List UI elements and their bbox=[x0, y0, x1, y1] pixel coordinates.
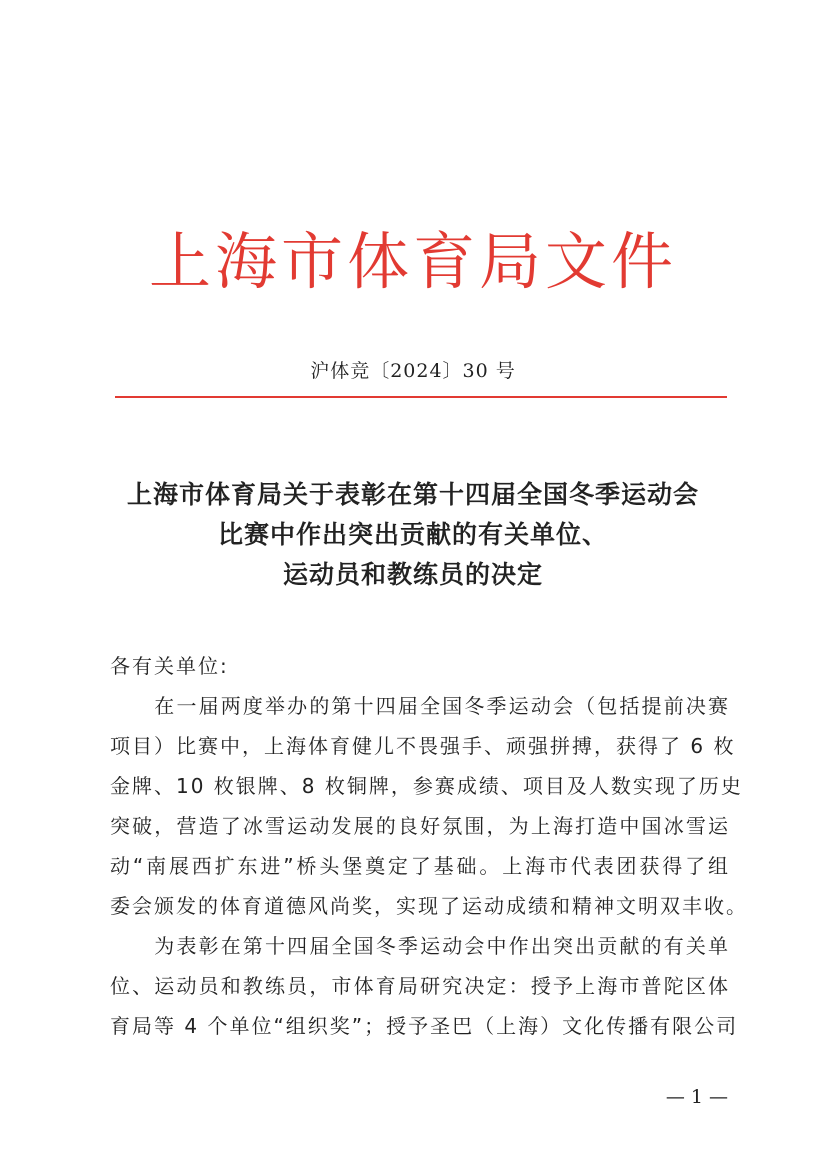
document-header-title: 上海市体育局文件 bbox=[148, 225, 677, 298]
text-line: 位、运动员和教练员，市体育局研究决定：授予上海市普陀区体 bbox=[110, 974, 730, 998]
text-line: 育局等 4 个单位“组织奖”；授予圣巴（上海）文化传播有限公司 bbox=[110, 1014, 739, 1038]
document-body bbox=[110, 646, 748, 1046]
document-number: 沪体竞〔2024〕30 号 bbox=[310, 360, 516, 382]
title-line: 比赛中作出突出贡献的有关单位、 bbox=[217, 520, 608, 549]
document-title bbox=[0, 475, 826, 595]
salutation: 各有关单位: bbox=[110, 654, 229, 678]
text-line: 突破，营造了冰雪运动发展的良好氛围，为上海打造中国冰雪运 bbox=[110, 814, 730, 838]
paragraph-2 bbox=[110, 926, 739, 1046]
page-number: — 1 — bbox=[665, 1086, 728, 1108]
paragraph-1 bbox=[110, 686, 748, 926]
text-line: 金牌、10 枚银牌、8 枚铜牌，参赛成绩、项目及人数实现了历史 bbox=[110, 774, 743, 798]
red-divider bbox=[115, 396, 727, 398]
text-line: 为表彰在第十四届全国冬季运动会中作出突出贡献的有关单 bbox=[110, 934, 730, 958]
title-line: 上海市体育局关于表彰在第十四届全国冬季运动会 bbox=[126, 480, 699, 509]
text-line: 在一届两度举办的第十四届全国冬季运动会（包括提前决赛 bbox=[110, 694, 730, 718]
text-line: 动“南展西扩东进”桥头堡奠定了基础。上海市代表团获得了组 bbox=[110, 854, 730, 878]
text-line: 委会颁发的体育道德风尚奖，实现了运动成绩和精神文明双丰收。 bbox=[110, 894, 748, 918]
title-line: 运动员和教练员的决定 bbox=[282, 560, 543, 589]
text-line: 项目）比赛中，上海体育健儿不畏强手、顽强拼搏，获得了 6 枚 bbox=[110, 734, 736, 758]
